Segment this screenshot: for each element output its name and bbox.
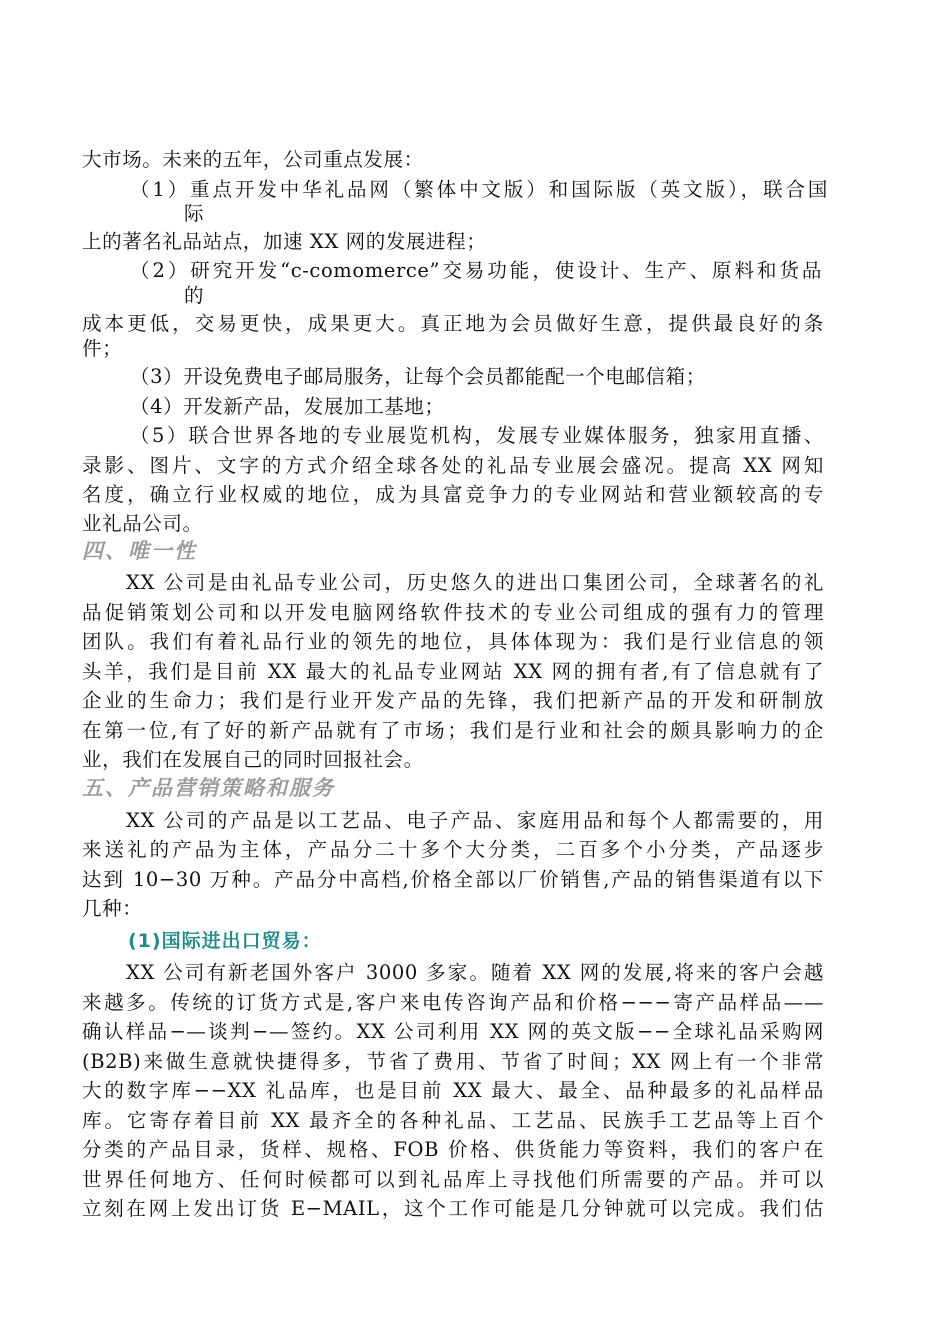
- paragraph-line: 名度，确立行业权威的地位，成为具富竞争力的专业网站和营业额较高的专: [82, 483, 824, 506]
- list-item-2: （2）研究开发“c-comomerce”交易功能，使设计、生产、原料和货品: [130, 259, 822, 282]
- paragraph-line: 企业的生命力；我们是行业开发产品的先锋，我们把新产品的开发和研制放: [82, 689, 824, 712]
- paragraph-line: 确认样品−—谈判−—签约。XX 公司利用 XX 网的英文版−−全球礼品采购网: [82, 1020, 824, 1043]
- paragraph-line: 几种：: [82, 897, 143, 920]
- paragraph-line: 大市场。未来的五年，公司重点发展：: [82, 148, 424, 171]
- list-item-2-wrap: 的: [184, 284, 205, 307]
- section-heading: 五、产品营销策略和服务: [82, 775, 335, 800]
- paragraph-line: 达到 10−30 万种。产品分中高档,价格全部以厂价销售,产品的销售渠道有以下: [82, 868, 824, 891]
- list-item-3: （3）开设免费电子邮局服务，让每个会员都能配一个电邮信箱；: [130, 365, 706, 388]
- paragraph-line: 品促销策划公司和以开发电脑网络软件技术的专业公司组成的强有力的管理: [82, 601, 824, 624]
- section-heading: 四、唯一性: [82, 538, 197, 563]
- paragraph-line: 头羊，我们是目前 XX 最大的礼品专业网站 XX 网的拥有者,有了信息就有了: [82, 660, 824, 683]
- paragraph-line: XX 公司是由礼品专业公司，历史悠久的进出口集团公司，全球著名的礼: [126, 571, 824, 594]
- paragraph-line: 库。它寄存着目前 XX 最齐全的各种礼品、工艺品、民族手工艺品等上百个: [82, 1109, 824, 1132]
- paragraph-line: 在第一位,有了好的新产品就有了市场；我们是行业和社会的颇具影响力的企: [82, 719, 824, 742]
- subsection-heading: (1)国际进出口贸易：: [128, 930, 322, 952]
- paragraph-line: (B2B)来做生意就快捷得多，节省了费用、节省了时间；XX 网上有一个非常: [82, 1050, 824, 1073]
- paragraph-line: XX 公司的产品是以工艺品、电子产品、家庭用品和每个人都需要的，用: [126, 809, 824, 832]
- paragraph-line: 业礼品公司。: [82, 512, 203, 535]
- list-item-5: （5）联合世界各地的专业展览机构，发展专业媒体服务，独家用直播、: [130, 424, 824, 447]
- list-item-1-wrap: 际: [184, 202, 205, 225]
- paragraph-line: 分类的产品目录，货样、规格、FOB 价格、供货能力等资料，我们的客户在: [82, 1138, 824, 1161]
- list-item-4: （4）开发新产品，发展加工基地；: [130, 395, 445, 418]
- paragraph-line: 上的著名礼品站点，加速 XX 网的发展进程；: [82, 230, 487, 253]
- paragraph-line: 来送礼的产品为主体，产品分二十多个大分类，二百多个小分类，产品逐步: [82, 838, 824, 861]
- paragraph-line: 世界任何地方、任何时候都可以到礼品库上寻找他们所需要的产品。并可以: [82, 1168, 824, 1191]
- paragraph-line: 立刻在网上发出订货 E−MAIL，这个工作可能是几分钟就可以完成。我们估: [82, 1197, 824, 1220]
- paragraph-line: 团队。我们有着礼品行业的领先的地位，具体体现为：我们是行业信息的领: [82, 630, 824, 653]
- paragraph-line: 件；: [82, 337, 123, 360]
- paragraph-line: 来越多。传统的订货方式是,客户来电传咨询产品和价格−−−寄产品样品——: [82, 991, 824, 1014]
- list-item-1: （1）重点开发中华礼品网（繁体中文版）和国际版（英文版），联合国: [130, 178, 828, 201]
- paragraph-line: 业，我们在发展自己的同时回报社会。: [82, 748, 424, 771]
- paragraph-line: 录影、图片、文字的方式介绍全球各处的礼品专业展会盛况。提高 XX 网知: [82, 454, 824, 477]
- paragraph-line: XX 公司有新老国外客户 3000 多家。随着 XX 网的发展,将来的客户会越: [126, 961, 824, 984]
- paragraph-line: 成本更低，交易更快，成果更大。真正地为会员做好生意，提供最良好的条: [82, 312, 824, 335]
- paragraph-line: 大的数字库−−XX 礼品库，也是目前 XX 最大、最全、品种最多的礼品样品: [82, 1079, 824, 1102]
